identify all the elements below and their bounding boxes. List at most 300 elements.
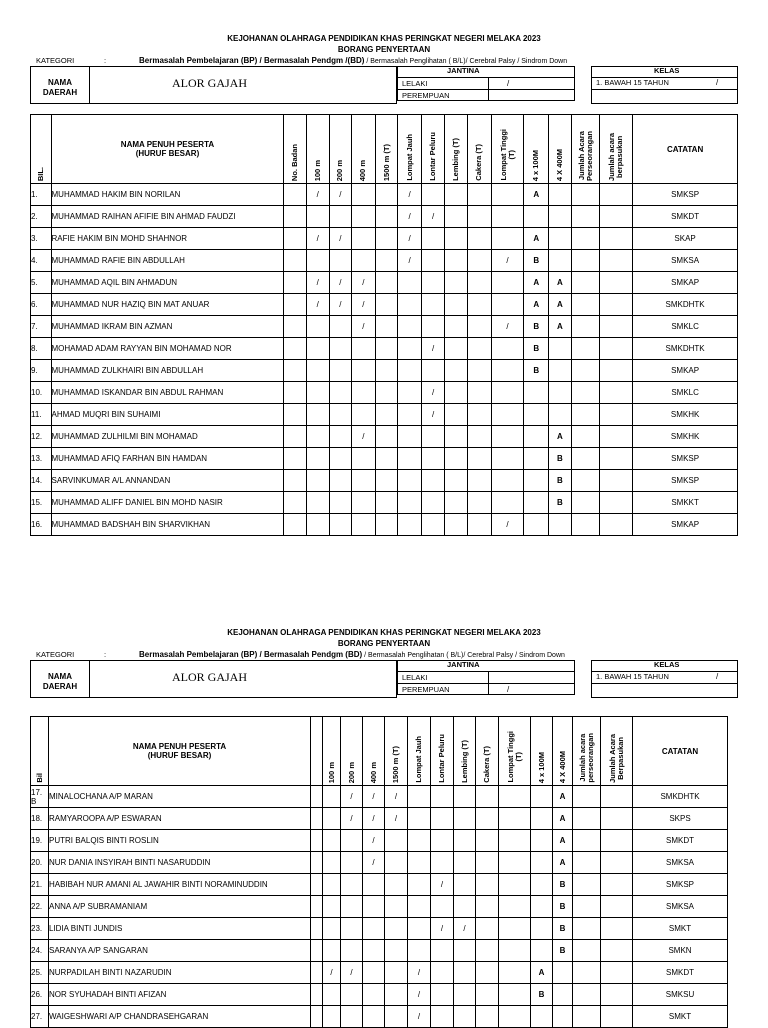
table-row bbox=[31, 874, 728, 896]
event-cell bbox=[445, 272, 468, 294]
event-cell bbox=[375, 404, 398, 426]
event-cell bbox=[352, 382, 376, 404]
event-cell bbox=[352, 206, 376, 228]
event-cell bbox=[352, 250, 376, 272]
column-header-label: No. Badan bbox=[290, 143, 300, 181]
event-cell bbox=[553, 1006, 573, 1028]
kategori-colon: : bbox=[104, 650, 107, 659]
column-header bbox=[571, 115, 600, 184]
event-cell bbox=[311, 830, 323, 852]
event-cell bbox=[571, 228, 600, 250]
form-title: KEJOHANAN OLAHRAGA PENDIDIKAN KHAS PERINGKAT NEGERI MELAKA 2023 bbox=[227, 628, 541, 637]
event-cell: / bbox=[421, 382, 445, 404]
event-cell bbox=[329, 360, 352, 382]
row-number: 15. bbox=[31, 492, 52, 514]
participant-name: RAFIE HAKIM BIN MOHD SHAHNOR bbox=[51, 228, 284, 250]
event-cell bbox=[491, 470, 524, 492]
column-header-label: Lompat Tinggi (T) bbox=[505, 731, 523, 783]
event-cell bbox=[307, 448, 330, 470]
kategori-label: KATEGORI bbox=[36, 650, 75, 659]
row-number: 13. bbox=[31, 448, 52, 470]
event-cell bbox=[571, 272, 600, 294]
column-header-label: Jumlah Acara Berpasukan bbox=[607, 734, 625, 783]
table-row bbox=[31, 272, 738, 294]
event-cell bbox=[524, 514, 549, 536]
column-header bbox=[601, 717, 633, 786]
catatan-cell: SMKAP bbox=[633, 360, 738, 382]
event-cell bbox=[375, 338, 398, 360]
row-number: 12. bbox=[31, 426, 52, 448]
event-cell: / bbox=[307, 228, 330, 250]
event-cell: B bbox=[524, 360, 549, 382]
event-cell bbox=[341, 852, 363, 874]
column-header bbox=[445, 115, 468, 184]
event-cell bbox=[445, 404, 468, 426]
event-cell: B bbox=[549, 492, 572, 514]
form-title: KEJOHANAN OLAHRAGA PENDIDIKAN KHAS PERINGKAT NEGERI MELAKA 2023 bbox=[227, 34, 541, 43]
event-cell: / bbox=[398, 206, 422, 228]
catatan-cell: SMKSP bbox=[633, 448, 738, 470]
event-cell: / bbox=[491, 316, 524, 338]
event-cell: / bbox=[421, 338, 445, 360]
event-cell bbox=[385, 852, 408, 874]
event-cell bbox=[491, 228, 524, 250]
event-cell bbox=[600, 228, 633, 250]
event-cell bbox=[573, 984, 601, 1006]
event-cell: B bbox=[524, 338, 549, 360]
table-row bbox=[31, 470, 738, 492]
event-cell bbox=[363, 984, 385, 1006]
event-cell bbox=[352, 228, 376, 250]
row-number: 18. bbox=[31, 808, 49, 830]
event-cell bbox=[385, 1006, 408, 1028]
participant-name: MOHAMAD ADAM RAYYAN BIN MOHAMAD NOR bbox=[51, 338, 284, 360]
event-cell: / bbox=[408, 984, 431, 1006]
event-cell bbox=[408, 852, 431, 874]
lelaki-label: LELAKI bbox=[402, 79, 428, 88]
event-cell bbox=[601, 896, 633, 918]
event-cell bbox=[421, 272, 445, 294]
table-row bbox=[31, 830, 728, 852]
event-cell bbox=[531, 918, 553, 940]
event-cell: / bbox=[385, 808, 408, 830]
row-number: 16. bbox=[31, 514, 52, 536]
event-cell bbox=[476, 830, 499, 852]
table-row bbox=[31, 808, 728, 830]
column-header: NAMA PENUH PESERTA (HURUF BESAR) bbox=[51, 115, 284, 184]
catatan-cell: SMKN bbox=[633, 940, 728, 962]
event-cell bbox=[468, 338, 492, 360]
jantina-line-2 bbox=[397, 89, 575, 90]
event-cell bbox=[476, 918, 499, 940]
event-cell bbox=[573, 918, 601, 940]
event-cell bbox=[499, 1006, 531, 1028]
event-cell bbox=[352, 448, 376, 470]
kelas-line-2 bbox=[591, 683, 738, 684]
event-cell: A bbox=[549, 316, 572, 338]
event-cell: A bbox=[524, 294, 549, 316]
column-header bbox=[408, 717, 431, 786]
event-cell bbox=[573, 852, 601, 874]
event-cell: A bbox=[553, 786, 573, 808]
event-cell bbox=[600, 514, 633, 536]
event-cell bbox=[571, 514, 600, 536]
event-cell bbox=[549, 404, 572, 426]
event-cell bbox=[323, 1006, 341, 1028]
catatan-cell: SMKSA bbox=[633, 852, 728, 874]
event-cell bbox=[549, 206, 572, 228]
event-cell bbox=[363, 1006, 385, 1028]
event-cell bbox=[375, 206, 398, 228]
event-cell bbox=[375, 272, 398, 294]
table-row bbox=[31, 426, 738, 448]
event-cell bbox=[600, 338, 633, 360]
kategori-row bbox=[36, 56, 107, 65]
event-cell bbox=[499, 940, 531, 962]
event-cell bbox=[468, 470, 492, 492]
participant-name: MUHAMMAD ALIFF DANIEL BIN MOHD NASIR bbox=[51, 492, 284, 514]
event-cell bbox=[307, 250, 330, 272]
event-cell bbox=[468, 228, 492, 250]
event-cell bbox=[476, 962, 499, 984]
column-header-label: 200 m bbox=[346, 761, 356, 783]
event-cell: B bbox=[553, 918, 573, 940]
event-cell: A bbox=[549, 426, 572, 448]
event-cell bbox=[363, 918, 385, 940]
event-cell bbox=[531, 786, 553, 808]
catatan-cell: SMKSU bbox=[633, 984, 728, 1006]
column-header bbox=[307, 115, 330, 184]
event-cell bbox=[307, 404, 330, 426]
participant-name: PUTRI BALQIS BINTI ROSLIN bbox=[49, 830, 311, 852]
daerah-value: ALOR GAJAH bbox=[172, 76, 247, 90]
table-row bbox=[31, 250, 738, 272]
column-header-label: Cakera (T) bbox=[482, 746, 491, 783]
event-cell bbox=[600, 250, 633, 272]
column-header bbox=[491, 115, 524, 184]
event-cell bbox=[341, 896, 363, 918]
participants-table bbox=[30, 114, 738, 536]
participant-name: MUHAMMAD BADSHAH BIN SHARVIKHAN bbox=[51, 514, 284, 536]
event-cell bbox=[531, 940, 553, 962]
event-cell: / bbox=[329, 294, 352, 316]
event-cell bbox=[329, 514, 352, 536]
row-number: 14. bbox=[31, 470, 52, 492]
event-cell: A bbox=[524, 272, 549, 294]
event-cell bbox=[311, 962, 323, 984]
event-cell bbox=[385, 874, 408, 896]
event-cell bbox=[284, 272, 307, 294]
event-cell bbox=[408, 786, 431, 808]
event-cell bbox=[571, 360, 600, 382]
event-cell bbox=[307, 382, 330, 404]
event-cell bbox=[491, 404, 524, 426]
table-row bbox=[31, 514, 738, 536]
table-row bbox=[31, 206, 738, 228]
catatan-cell: SMKSA bbox=[633, 896, 728, 918]
event-cell bbox=[311, 852, 323, 874]
event-cell bbox=[524, 470, 549, 492]
event-cell bbox=[445, 426, 468, 448]
catatan-cell: SMKDHTK bbox=[633, 338, 738, 360]
event-cell bbox=[352, 360, 376, 382]
event-cell bbox=[468, 206, 492, 228]
event-cell: A bbox=[553, 830, 573, 852]
participant-name: SARANYA A/P SANGARAN bbox=[49, 940, 311, 962]
daerah-value: ALOR GAJAH bbox=[172, 670, 247, 684]
event-cell bbox=[341, 984, 363, 1006]
column-header bbox=[421, 115, 445, 184]
row-number: 21. bbox=[31, 874, 49, 896]
event-cell bbox=[491, 272, 524, 294]
event-cell bbox=[284, 338, 307, 360]
column-header bbox=[375, 115, 398, 184]
event-cell bbox=[421, 294, 445, 316]
column-header-label: Lompat Jauh bbox=[404, 134, 414, 181]
event-cell bbox=[284, 294, 307, 316]
kategori-sub: / Bermasalah Penglihatan ( B/L)/ Cerebral Palsy / Sindrom Down bbox=[364, 58, 568, 65]
event-cell bbox=[445, 514, 468, 536]
event-cell bbox=[491, 492, 524, 514]
event-cell bbox=[573, 874, 601, 896]
event-cell bbox=[363, 896, 385, 918]
jantina-divider bbox=[488, 671, 489, 695]
event-cell bbox=[499, 896, 531, 918]
event-cell: / bbox=[363, 852, 385, 874]
event-cell bbox=[491, 448, 524, 470]
event-cell bbox=[571, 426, 600, 448]
event-cell bbox=[571, 404, 600, 426]
event-cell bbox=[531, 830, 553, 852]
event-cell bbox=[454, 1006, 476, 1028]
event-cell bbox=[421, 448, 445, 470]
event-cell bbox=[375, 294, 398, 316]
event-cell bbox=[468, 514, 492, 536]
event-cell: / bbox=[408, 1006, 431, 1028]
event-cell bbox=[600, 360, 633, 382]
table-header-row bbox=[31, 115, 738, 184]
event-cell bbox=[468, 294, 492, 316]
column-header bbox=[323, 717, 341, 786]
event-cell bbox=[307, 492, 330, 514]
kategori-sub: / Bermasalah Penglihatan ( B/L)/ Cerebral Palsy / Sindrom Down bbox=[362, 652, 565, 659]
event-cell: A bbox=[549, 272, 572, 294]
event-cell bbox=[375, 250, 398, 272]
event-cell bbox=[524, 492, 549, 514]
kelas-mark: / bbox=[716, 672, 719, 681]
event-cell: / bbox=[363, 786, 385, 808]
event-cell bbox=[311, 896, 323, 918]
event-cell bbox=[398, 492, 422, 514]
column-header-label: 100 m bbox=[326, 761, 336, 783]
event-cell bbox=[352, 338, 376, 360]
kategori-value-row bbox=[139, 56, 567, 65]
event-cell bbox=[284, 250, 307, 272]
jantina-line-2 bbox=[397, 683, 575, 684]
column-header-label: 4 X 400M bbox=[554, 148, 564, 181]
event-cell bbox=[323, 918, 341, 940]
event-cell bbox=[284, 470, 307, 492]
event-cell bbox=[329, 382, 352, 404]
event-cell bbox=[600, 426, 633, 448]
table-row bbox=[31, 984, 728, 1006]
event-cell: / bbox=[341, 962, 363, 984]
catatan-cell: SKAP bbox=[633, 228, 738, 250]
event-cell bbox=[311, 786, 323, 808]
event-cell bbox=[499, 830, 531, 852]
event-cell bbox=[476, 852, 499, 874]
column-header-label: Lontar Peluru bbox=[428, 132, 438, 181]
participant-name: MINALOCHANA A/P MARAN bbox=[49, 786, 311, 808]
event-cell bbox=[454, 962, 476, 984]
event-cell bbox=[445, 206, 468, 228]
form-2 bbox=[0, 594, 768, 1024]
catatan-cell: SMKSP bbox=[633, 874, 728, 896]
event-cell: / bbox=[363, 808, 385, 830]
column-header-label: Lembing (T) bbox=[459, 740, 469, 783]
event-cell bbox=[524, 206, 549, 228]
event-cell bbox=[311, 918, 323, 940]
column-header-label: Cakera (T) bbox=[474, 144, 484, 181]
event-cell bbox=[341, 1006, 363, 1028]
event-cell bbox=[600, 470, 633, 492]
event-cell bbox=[454, 984, 476, 1006]
event-cell bbox=[408, 808, 431, 830]
row-number: 20. bbox=[31, 852, 49, 874]
event-cell bbox=[408, 896, 431, 918]
column-header-label: 1500 m (T) bbox=[381, 143, 391, 181]
participant-name: AHMAD MUQRI BIN SUHAIMI bbox=[51, 404, 284, 426]
event-cell bbox=[524, 448, 549, 470]
table-header-row bbox=[31, 717, 728, 786]
event-cell bbox=[375, 382, 398, 404]
event-cell bbox=[398, 426, 422, 448]
kelas-label: KELAS bbox=[654, 660, 680, 669]
column-header-label: 100 m bbox=[312, 159, 322, 181]
event-cell bbox=[468, 184, 492, 206]
event-cell bbox=[571, 206, 600, 228]
catatan-cell: SMKDHTK bbox=[633, 294, 738, 316]
kelas-mark: / bbox=[716, 78, 719, 87]
event-cell bbox=[307, 316, 330, 338]
event-cell bbox=[573, 786, 601, 808]
participant-name: MUHAMMAD RAIHAN AFIFIE BIN AHMAD FAUDZI bbox=[51, 206, 284, 228]
participant-name: HABIBAH NUR AMANI AL JAWAHIR BINTI NORAMINUDDIN bbox=[49, 874, 311, 896]
event-cell bbox=[571, 492, 600, 514]
kelas-label: KELAS bbox=[654, 66, 680, 75]
row-number: 26. bbox=[31, 984, 49, 1006]
participant-name: MUHAMMAD ZULHILMI BIN MOHAMAD bbox=[51, 426, 284, 448]
event-cell bbox=[398, 514, 422, 536]
event-cell bbox=[323, 786, 341, 808]
event-cell bbox=[398, 294, 422, 316]
table-row bbox=[31, 294, 738, 316]
perempuan-label: PEREMPUAN bbox=[402, 685, 450, 694]
table-row bbox=[31, 360, 738, 382]
event-cell bbox=[375, 184, 398, 206]
event-cell bbox=[549, 382, 572, 404]
event-cell bbox=[311, 1006, 323, 1028]
event-cell bbox=[385, 984, 408, 1006]
event-cell bbox=[499, 874, 531, 896]
column-header-label: Bil bbox=[34, 773, 44, 783]
participant-name: MUHAMMAD IKRAM BIN AZMAN bbox=[51, 316, 284, 338]
catatan-cell: SKPS bbox=[633, 808, 728, 830]
event-cell: / bbox=[341, 786, 363, 808]
kategori-row bbox=[36, 650, 107, 659]
event-cell bbox=[284, 184, 307, 206]
event-cell bbox=[385, 918, 408, 940]
event-cell: A bbox=[524, 184, 549, 206]
event-cell bbox=[323, 874, 341, 896]
event-cell bbox=[421, 316, 445, 338]
event-cell bbox=[553, 984, 573, 1006]
event-cell: / bbox=[454, 918, 476, 940]
event-cell bbox=[375, 514, 398, 536]
event-cell bbox=[445, 338, 468, 360]
event-cell: / bbox=[398, 228, 422, 250]
event-cell bbox=[468, 404, 492, 426]
event-cell bbox=[499, 786, 531, 808]
column-header bbox=[341, 717, 363, 786]
event-cell bbox=[284, 492, 307, 514]
event-cell bbox=[431, 940, 454, 962]
event-cell bbox=[499, 808, 531, 830]
event-cell bbox=[468, 250, 492, 272]
table-row bbox=[31, 940, 728, 962]
participant-name: NURPADILAH BINTI NAZARUDIN bbox=[49, 962, 311, 984]
event-cell bbox=[549, 360, 572, 382]
column-header-label: 1500 m (T) bbox=[391, 745, 400, 783]
participant-name: SARVINKUMAR A/L ANNANDAN bbox=[51, 470, 284, 492]
row-number: 23. bbox=[31, 918, 49, 940]
column-header-label: 400 m bbox=[368, 761, 378, 783]
event-cell bbox=[571, 338, 600, 360]
event-cell bbox=[524, 426, 549, 448]
event-cell bbox=[284, 426, 307, 448]
event-cell bbox=[573, 1006, 601, 1028]
event-cell bbox=[385, 896, 408, 918]
participant-name: MUHAMMAD AQIL BIN AHMADUN bbox=[51, 272, 284, 294]
column-header bbox=[553, 717, 573, 786]
event-cell bbox=[549, 250, 572, 272]
event-cell: B bbox=[524, 316, 549, 338]
event-cell bbox=[311, 940, 323, 962]
event-cell bbox=[431, 786, 454, 808]
event-cell bbox=[468, 426, 492, 448]
column-header bbox=[600, 115, 633, 184]
event-cell bbox=[468, 360, 492, 382]
event-cell bbox=[601, 874, 633, 896]
catatan-cell: SMKT bbox=[633, 918, 728, 940]
column-header bbox=[468, 115, 492, 184]
column-header: CATATAN bbox=[633, 717, 728, 786]
event-cell bbox=[431, 962, 454, 984]
form-subtitle: BORANG PENYERTAAN bbox=[337, 639, 431, 648]
column-header bbox=[573, 717, 601, 786]
event-cell bbox=[375, 316, 398, 338]
event-cell bbox=[431, 808, 454, 830]
event-cell bbox=[421, 228, 445, 250]
event-cell bbox=[375, 228, 398, 250]
event-cell bbox=[421, 492, 445, 514]
event-cell bbox=[491, 338, 524, 360]
event-cell bbox=[601, 786, 633, 808]
catatan-cell: SMKDT bbox=[633, 962, 728, 984]
table-row bbox=[31, 918, 728, 940]
event-cell bbox=[398, 272, 422, 294]
event-cell bbox=[398, 338, 422, 360]
